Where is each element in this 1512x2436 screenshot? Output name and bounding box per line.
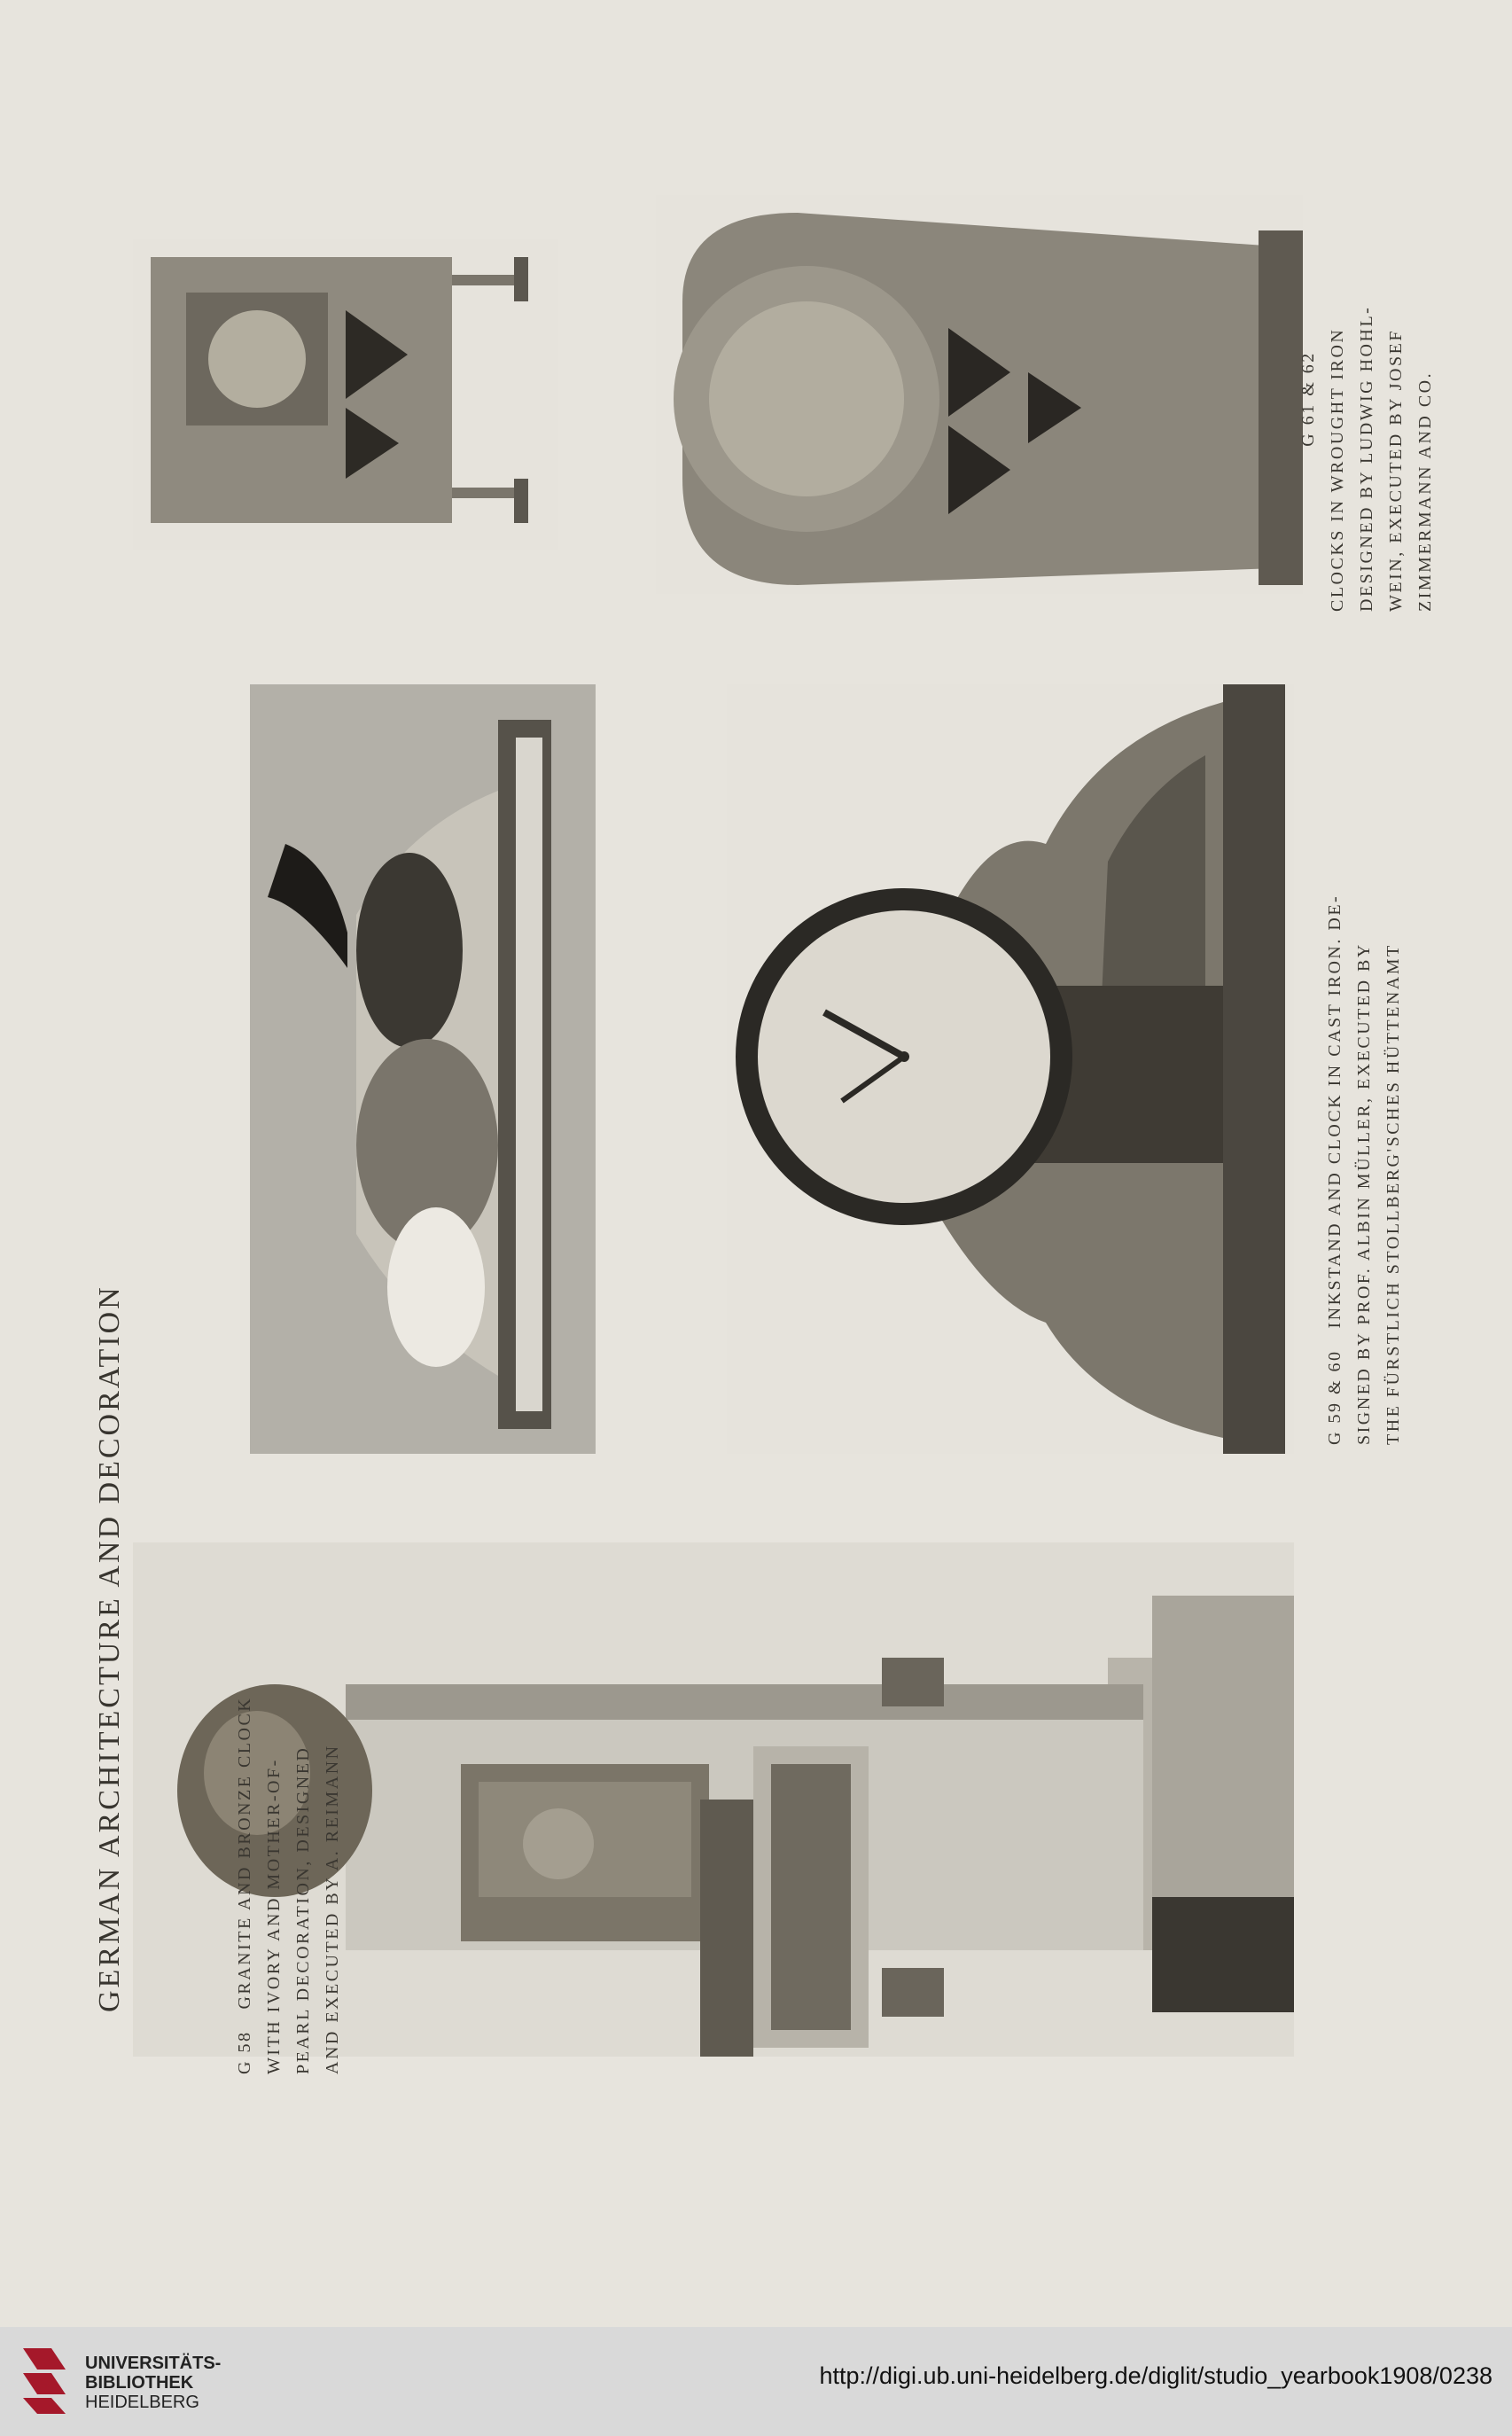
caption-line: WEIN, EXECUTED BY JOSEF bbox=[1386, 329, 1406, 612]
caption-id: G 61 & 62 bbox=[1298, 351, 1318, 447]
caption-line: INKSTAND AND CLOCK IN CAST IRON. DE- bbox=[1325, 894, 1344, 1329]
logo-line: BIBLIOTHEK bbox=[85, 2373, 194, 2393]
caption-line: GRANITE AND BRONZE CLOCK bbox=[235, 1696, 254, 2010]
university-logo-icon bbox=[16, 2343, 73, 2417]
caption-g58 bbox=[230, 1578, 470, 2074]
caption-id: G 59 & 60 bbox=[1325, 1349, 1344, 1445]
caption-line: WITH IVORY AND MOTHER-OF- bbox=[264, 1758, 284, 2074]
caption-line: CLOCKS IN WROUGHT IRON bbox=[1328, 327, 1347, 612]
logo-line: UNIVERSITÄTS- bbox=[85, 2354, 222, 2373]
caption-line: DESIGNED BY LUDWIG HOHL- bbox=[1357, 305, 1376, 612]
photo-inkstand bbox=[250, 684, 596, 1454]
caption-g59-60 bbox=[1321, 683, 1427, 1445]
photo-cast-iron-clock bbox=[727, 684, 1294, 1454]
caption-line: PEARL DECORATION, DESIGNED bbox=[293, 1745, 313, 2074]
caption-line: AND EXECUTED BY A. REIMANN bbox=[323, 1744, 342, 2074]
caption-line: SIGNED BY PROF. ALBIN MÜLLER, EXECUTED BY bbox=[1354, 942, 1374, 1445]
caption-g61-62 bbox=[1294, 186, 1462, 612]
running-head: GERMAN ARCHITECTURE AND DECORATION bbox=[93, 1284, 126, 2012]
caption-line: ZIMMERMANN AND CO. bbox=[1415, 371, 1435, 612]
university-logo-text bbox=[85, 2354, 221, 2412]
logo-line: HEIDELBERG bbox=[85, 2393, 199, 2412]
photo-wrought-iron-clock-small bbox=[133, 239, 558, 550]
caption-id: G 58 bbox=[235, 2030, 254, 2074]
source-url-link[interactable]: http://digi.ub.uni-heidelberg.de/diglit/studio_yearbook1908/0238 bbox=[819, 2362, 1493, 2389]
footer-bar bbox=[0, 2327, 1512, 2436]
caption-line: THE FÜRSTLICH STOLLBERG'SCHES HÜTTENAMT bbox=[1383, 943, 1403, 1445]
photo-wrought-iron-clock-large bbox=[656, 195, 1303, 594]
